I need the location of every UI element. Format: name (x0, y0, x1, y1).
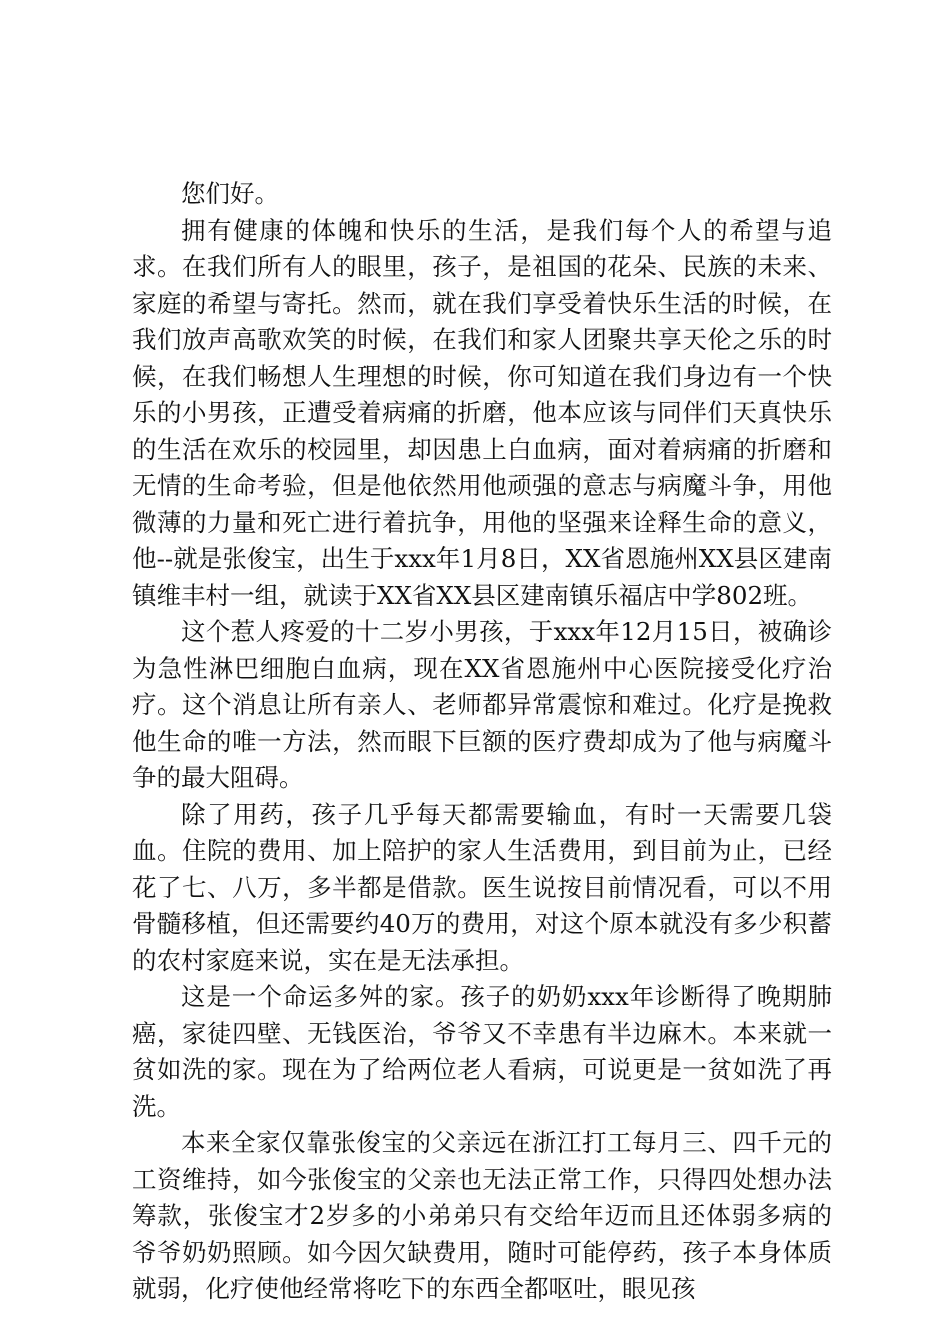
paragraph-diagnosis: 这个惹人疼爱的十二岁小男孩，于xxx年12月15日，被确诊为急性淋巴细胞白血病，现在XX省恩施州中心医院接受化疗治疗。这个消息让所有亲人、老师都异常震惊和难过。化疗是挽救他生命的唯一方法，然而眼下巨额的医疗费却成为了他与病魔斗争的最大阻碍。 (132, 617, 832, 792)
document-body (132, 176, 832, 1308)
paragraph-treatment-costs: 除了用药，孩子几乎每天都需要输血，有时一天需要几袋血。住院的费用、加上陪护的家人生活费用，到目前为止，已经花了七、八万，多半都是借款。医生说按目前情况看，可以不用骨髓移植，但还需要约40万的费用，对这个原本就没有多少积蓄的农村家庭来说，实在是无法承担。 (132, 799, 832, 975)
paragraph-greeting: 您们好。 (181, 179, 279, 208)
paragraph-family-hardship: 这是一个命运多舛的家。孩子的奶奶xxx年诊断得了晚期肺癌，家徒四壁、无钱医治，爷爷又不幸患有半边麻木。本来就一贫如洗的家。现在为了给两位老人看病，可说更是一贫如洗了再洗。 (132, 982, 832, 1121)
paragraph-introduction: 拥有健康的体魄和快乐的生活，是我们每个人的希望与追求。在我们所有人的眼里，孩子，是祖国的花朵、民族的未来、家庭的希望与寄托。然而，就在我们享受着快乐生活的时候，在我们放声高歌欢笑的时候，在我们和家人团聚共享天伦之乐的时候，在我们畅想人生理想的时候，你可知道在我们身边有一个快乐的小男孩，正遭受着病痛的折磨，他本应该与同伴们天真快乐的生活在欢乐的校园里，却因患上白血病，面对着病痛的折磨和无情的生命考验，但是他依然用他顽强的意志与病魔斗争，用他微薄的力量和死亡进行着抗争，用他的坚强来诠释生命的意义，他--就是张俊宝，出生于xxx年1月8日，XX省恩施州XX县区建南镇维丰村一组，就读于XX省XX县区建南镇乐福店中学802班。 (132, 215, 832, 610)
paragraph-family-income: 本来全家仅靠张俊宝的父亲远在浙江打工每月三、四千元的工资维持，如今张俊宝的父亲也无法正常工作，只得四处想办法筹款，张俊宝才2岁多的小弟弟只有交给年迈而且还体弱多病的爷爷奶奶照顾。如今因欠缺费用，随时可能停药，孩子本身体质就弱，化疗使他经常将吃下的东西全都呕吐，眼见孩 (132, 1128, 832, 1303)
